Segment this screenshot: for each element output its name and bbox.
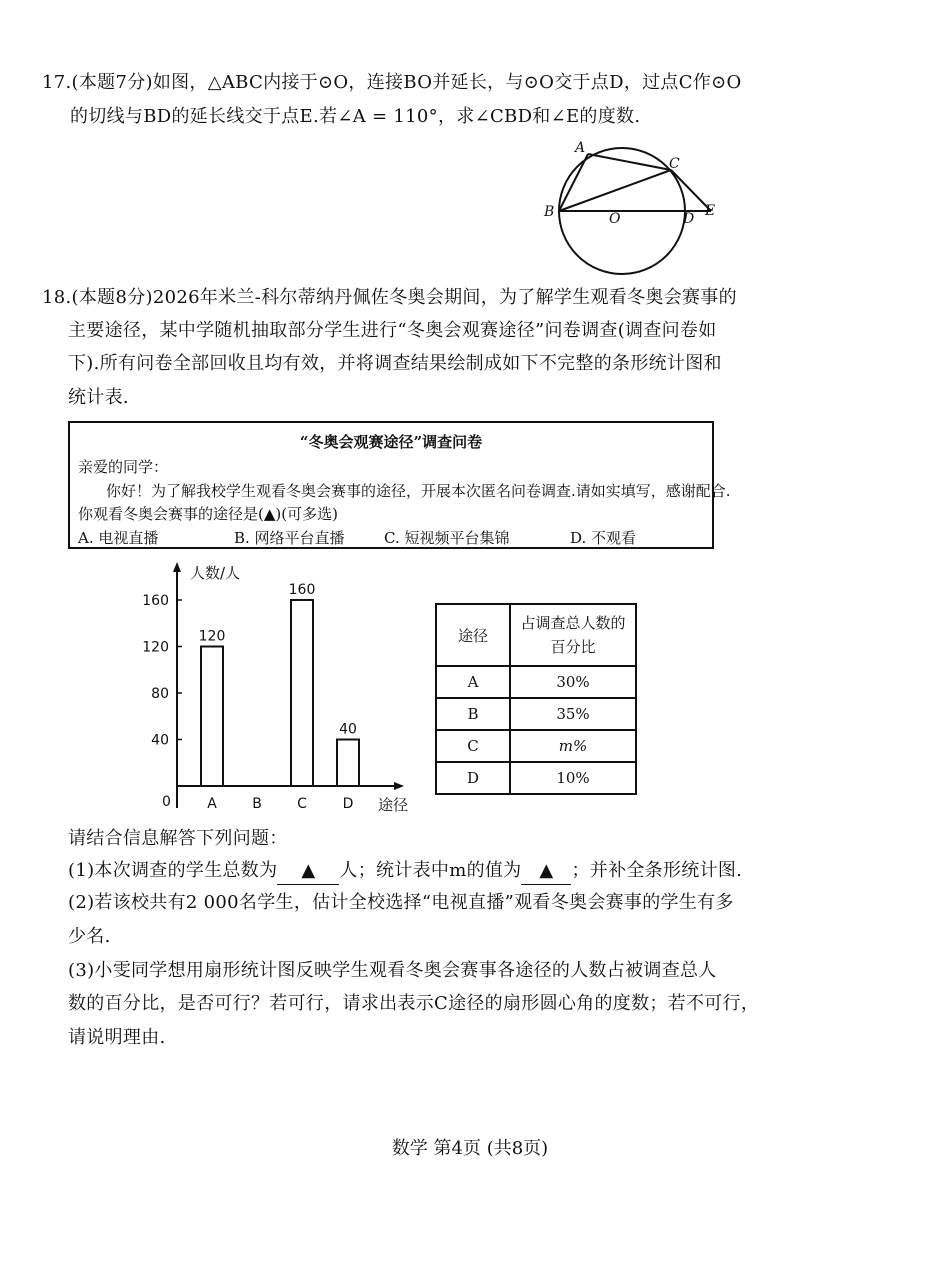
label-c: C <box>669 156 680 172</box>
table-cell-way: A <box>436 666 510 698</box>
table-header-pct <box>510 604 636 666</box>
table-row <box>436 762 636 794</box>
survey-title: “冬奥会观赛途径”调查问卷 <box>299 433 483 451</box>
label-o: O <box>609 211 621 227</box>
q18-intro-line-2: 主要途径，某中学随机抽取部分学生进行“冬奥会观赛途径”问卷调查(调查问卷如 <box>68 320 717 341</box>
y-axis-arrow <box>173 562 181 572</box>
q18-sub3-line-2: 数的百分比，是否可行？若可行，请求出表示C途径的扇形圆心角的度数；若不可行， <box>68 993 760 1014</box>
bar <box>291 600 313 786</box>
data-label: 120 <box>198 628 226 645</box>
origin-label: 0 <box>162 794 171 810</box>
q18-sub2-line-2: 少名. <box>68 926 111 947</box>
survey-option-a: A. 电视直播 <box>78 529 159 547</box>
q18-intro-line-3: 下).所有问卷全部回收且均有效，并将调查结果绘制成如下不完整的条形统计图和 <box>68 353 722 374</box>
table-cell-pct: 35% <box>510 698 636 730</box>
data-label: 40 <box>339 721 357 738</box>
q17-text-line-1: 17.(本题7分)如图，△ABC内接于⊙O，连接BO并延长，与⊙O交于点D，过点C作⊙O <box>42 72 742 93</box>
q18-intro-line-1: 18.(本题8分)2026年米兰-科尔蒂纳丹佩佐冬奥会期间，为了解学生观看冬奥会赛事的 <box>42 287 737 308</box>
survey-option-b: B. 网络平台直播 <box>234 529 345 547</box>
x-tick-label: D <box>342 796 354 812</box>
label-a: A <box>575 140 586 156</box>
q18-sub2-line-1: (2)若该校共有2 000名学生，估计全校选择“电视直播”观看冬奥会赛事的学生有多 <box>68 892 734 913</box>
label-e: E <box>705 203 716 219</box>
table-cell-pct: 30% <box>510 666 636 698</box>
geometry-figure <box>535 135 725 280</box>
q18-sub3-line-3: 请说明理由. <box>68 1027 166 1048</box>
survey-body: 你好！为了解我校学生观看冬奥会赛事的途径，开展本次匿名问卷调查.请如实填写，感谢配合. <box>106 482 731 500</box>
sub1-text-c: ；并补全条形统计图. <box>571 860 743 881</box>
bar <box>201 647 223 787</box>
table-header-pct-line1: 占调查总人数的 <box>520 614 626 632</box>
x-tick-label: C <box>297 796 307 812</box>
table-cell-way: C <box>436 730 510 762</box>
x-axis-label: 途径 <box>378 796 409 814</box>
q18-sub1 <box>68 858 742 885</box>
table-header-way: 途径 <box>436 604 510 666</box>
x-tick-label: B <box>252 796 262 812</box>
x-axis-arrow <box>394 782 404 790</box>
survey-box <box>68 421 731 549</box>
y-tick-label: 80 <box>151 686 169 702</box>
segment-ac <box>588 154 671 170</box>
data-label: 160 <box>288 582 316 598</box>
y-tick-label: 40 <box>151 732 169 749</box>
table-row <box>436 666 636 698</box>
bar-chart <box>140 560 420 820</box>
y-tick-label: 120 <box>142 639 169 656</box>
q18-prompt: 请结合信息解答下列问题： <box>68 828 288 849</box>
sub1-text-b: 人；统计表中m的值为 <box>339 860 522 881</box>
y-axis-label: 人数/人 <box>190 564 241 582</box>
table-cell-pct: 10% <box>510 762 636 794</box>
table-row <box>436 730 636 762</box>
survey-question: 你观看冬奥会赛事的途径是(▲)(可多选) <box>78 505 338 523</box>
table-header-pct-line2: 百分比 <box>550 638 596 656</box>
q18-sub3-line-1: (3)小雯同学想用扇形统计图反映学生观看冬奥会赛事各途径的人数占被调查总人 <box>68 960 717 981</box>
survey-greeting: 亲爱的同学： <box>78 458 169 476</box>
bar <box>337 740 359 787</box>
y-tick-label: 160 <box>142 593 169 609</box>
table-row <box>436 698 636 730</box>
x-tick-label: A <box>207 796 217 812</box>
page-footer: 数学 第4页 (共8页) <box>391 1138 549 1159</box>
answer-blank-total: ▲ <box>277 858 339 885</box>
stat-table <box>435 603 637 795</box>
answer-blank-m: ▲ <box>521 858 571 885</box>
survey-option-d: D. 不观看 <box>570 529 637 547</box>
q17-text-line-2: 的切线与BD的延长线交于点E.若∠A = 110°，求∠CBD和∠E的度数. <box>70 106 641 127</box>
survey-option-c: C. 短视频平台集锦 <box>384 529 510 547</box>
table-cell-pct: m% <box>510 730 636 762</box>
table-cell-way: B <box>436 698 510 730</box>
q18-intro-line-4: 统计表. <box>68 387 129 408</box>
table-cell-way: D <box>436 762 510 794</box>
sub1-text-a: (1)本次调查的学生总数为 <box>68 860 278 881</box>
label-d: D <box>683 211 695 227</box>
label-b: B <box>544 204 555 220</box>
